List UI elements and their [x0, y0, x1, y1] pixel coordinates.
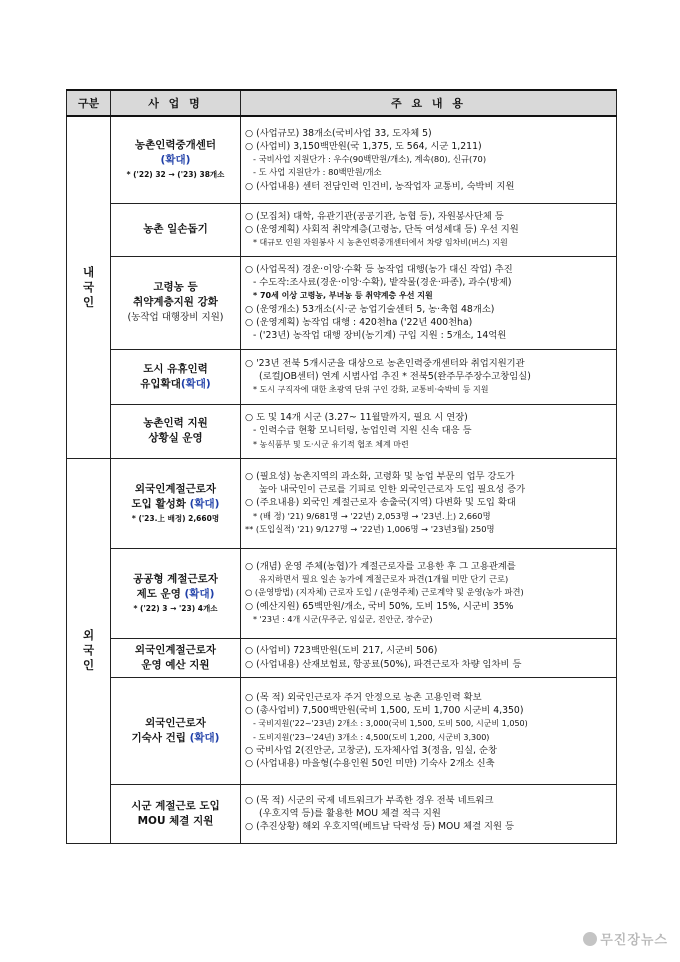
content-line: ○ (추진상황) 해외 우호지역(베트남 닥락성 등) MOU 체결 지원 등: [245, 821, 514, 833]
project-content: [241, 116, 617, 203]
content-line: ○ (사업내용) 센터 전담인력 인건비, 농작업자 교통비, 숙박비 지원: [245, 180, 515, 192]
content-line: ○ (사업비) 723백만원(도비 217, 시군비 506): [245, 645, 438, 657]
expand-badge: (확대): [160, 154, 191, 167]
content-line: * (배 정) '21) 9/681명 → '22년) 2,053명 → '23년.上) 2,660명: [253, 510, 491, 521]
project-title: 시군 계절근로 도입: [131, 799, 220, 812]
business-table: [66, 89, 617, 844]
header-row: [67, 90, 617, 116]
content-line: (우호지역 등)를 활용한 MOU 체결 적극 지원: [259, 807, 441, 819]
project-title: 외국인근로자: [145, 716, 206, 729]
header-main-content: 주 요 내 용: [241, 90, 617, 116]
project-note: * ('22) 32 → ('23) 38개소: [126, 170, 225, 180]
content-line: ○ (사업비) 3,150백만원(국 1,375, 도 564, 시군 1,211): [245, 140, 482, 152]
content-line: ○ (필요성) 농촌지역의 과소화, 고령화 및 농업 부문의 업무 강도가: [245, 470, 515, 482]
content-line: ○ (총사업비) 7,500백만원(국비 1,500, 도비 1,700 시군비 4,350): [245, 704, 524, 716]
content-line: - 인력수급 현황 모니터링, 농업인력 지원 신속 대응 등: [253, 425, 472, 437]
content-line: ○ (모집처) 대학, 유관기관(공공기관, 농협 등), 자원봉사단체 등: [245, 210, 504, 222]
project-content: [241, 349, 617, 404]
header-category: 구분: [67, 90, 111, 116]
content-line: - 도비지원('23~'24년) 3개소 : 4,500(도비 1,200, 시군비 3,300): [253, 732, 490, 742]
project-name: [111, 677, 241, 784]
project-title: 유입확대: [140, 377, 181, 390]
content-line: * '23년 : 4개 시군(무주군, 임실군, 진안군, 장수군): [253, 614, 433, 624]
project-title: 농촌 일손돕기: [143, 223, 208, 235]
project-title: 기숙사 건립: [131, 731, 186, 744]
table-row: [67, 404, 617, 458]
project-name: [111, 458, 241, 548]
content-line: ○ (운영계획) 농작업 대행 : 420천ha ('22년 400천ha): [245, 316, 473, 328]
project-title: 외국인계절근로자: [134, 643, 217, 656]
content-line: ○ (목 적) 시군의 국제 네트워크가 부족한 경우 전북 네트워크: [245, 794, 494, 806]
project-name: [111, 203, 241, 256]
project-title: 도시 유휴인력: [143, 362, 208, 375]
content-line: - 국비사업 지원단가 : 우수(90백만원/개소), 계속(80), 신규(70): [253, 154, 487, 165]
table-row: [67, 116, 617, 203]
watermark: [583, 929, 668, 948]
content-line: ○ (운영계획) 사회적 취약계층(고령농, 단독 여성세대 등) 우선 지원: [245, 223, 519, 235]
project-content: [241, 784, 617, 843]
table-row: [67, 784, 617, 843]
table-row: [67, 203, 617, 256]
project-title-line: [113, 731, 238, 746]
table-row: [67, 349, 617, 404]
project-title: 농촌인력중개센터: [134, 139, 217, 152]
content-line: ○ (사업내용) 산재보험료, 항공료(50%), 파견근로자 차량 임차비 등: [245, 658, 522, 670]
watermark-text: 무진장뉴스: [600, 933, 668, 948]
expand-badge: (확대): [189, 731, 220, 744]
content-line: * 농식품부 및 도·시군 유기적 협조 체계 마련: [253, 439, 409, 449]
project-content: [241, 458, 617, 548]
table-row: [67, 458, 617, 548]
content-line: 유지하면서 필요 일손 농가에 계절근로자 파견(1개월 미만 단기 근로): [259, 574, 509, 585]
content-line: ○ (사업규모) 38개소(국비사업 33, 도자체 5): [245, 127, 432, 139]
project-name: [111, 349, 241, 404]
project-content: [241, 638, 617, 677]
project-content: [241, 404, 617, 458]
project-name: [111, 548, 241, 638]
content-line: ○ (목 적) 외국인근로자 주거 안정으로 농촌 고용인력 확보: [245, 691, 482, 703]
category-domestic: [67, 116, 111, 458]
category-char: 국: [82, 279, 95, 294]
project-name: [111, 116, 241, 203]
content-line: ○ (운영방법) (지자체) 근로자 도입 / (운영주체) 근로계약 및 운영(농가 파견): [245, 587, 524, 598]
content-line: ○ (예산지원) 65백만원/개소, 국비 50%, 도비 15%, 시군비 35%: [245, 600, 514, 612]
content-line: ○ (운영개소) 53개소(시·군 농업기술센터 5, 농·축협 48개소): [245, 303, 495, 315]
category-char: 외: [82, 628, 95, 642]
content-line: - 도 사업 지원단가 : 80백만원/개소: [253, 167, 382, 178]
project-title: 상황실 운영: [148, 432, 203, 444]
expand-badge: (확대): [189, 497, 220, 510]
project-title: 공공형 계절근로자: [133, 572, 218, 585]
project-title: 고령농 등: [153, 281, 198, 293]
category-foreign: [67, 458, 111, 843]
content-line: - ('23년) 농작업 대행 장비(농기계) 구입 지원 : 5개소, 14억원: [253, 330, 507, 342]
category-char: 내: [82, 264, 95, 279]
content-line: * 대규모 인원 자원봉사 시 농촌인력중개센터에서 차량 임차비(버스) 지원: [253, 238, 508, 248]
expand-badge: (확대): [184, 587, 215, 600]
project-title-line: [113, 497, 238, 512]
content-line: - 국비지원('22~'23년) 2개소 : 3,000(국비 1,500, 도비 500, 시군비 1,050): [253, 719, 528, 729]
project-title: 운영 예산 지원: [141, 658, 210, 671]
project-title: 도입 활성화: [131, 497, 186, 510]
project-content: [241, 203, 617, 256]
project-name: [111, 638, 241, 677]
category-char: 인: [82, 294, 95, 309]
content-line: ○ (사업목적) 경운·이앙·수확 등 농작업 대행(농가 대신 작업) 추진: [245, 263, 513, 275]
content-line: ○ '23년 전북 5개시군을 대상으로 농촌인력중개센터와 취업지원기관: [245, 357, 525, 369]
project-title: 외국인계절근로자: [134, 482, 217, 495]
content-line: ○ (개념) 운영 주체(농협)가 계절근로자를 고용한 후 그 고용관계를: [245, 560, 516, 572]
project-content: [241, 677, 617, 784]
project-title: 제도 운영: [136, 587, 181, 600]
project-content: [241, 256, 617, 349]
project-note: * ('23.上 배정) 2,660명: [131, 513, 220, 523]
category-char: 인: [82, 658, 95, 672]
project-title: 농촌인력 지원: [143, 417, 208, 429]
project-title: 취약계층지원 강화: [133, 296, 218, 308]
content-line: - 수도작:조사료(경운·이앙·수확), 밭작물(경운·파종), 과수(방제): [253, 276, 512, 288]
project-name: [111, 784, 241, 843]
project-title-line: [113, 377, 238, 392]
project-name: [111, 256, 241, 349]
project-subtitle: (농작업 대행장비 지원): [127, 312, 224, 323]
logo-icon: [583, 932, 597, 946]
project-name: [111, 404, 241, 458]
category-char: 국: [82, 643, 95, 657]
project-content: [241, 548, 617, 638]
content-line: (로컬JOB센터) 연계 시범사업 추진 * 전북5(완주무주장수고창임실): [259, 370, 531, 382]
content-line: 높아 내국인이 근로를 기피로 인한 외국인근로자 도입 필요성 증가: [259, 484, 526, 496]
header-project-name: 사 업 명: [111, 90, 241, 116]
content-line: * 70세 이상 고령농, 부녀농 등 취약계층 우선 지원: [253, 291, 433, 301]
table-row: [67, 548, 617, 638]
content-line: ○ 국비사업 2(진안군, 고창군), 도자체사업 3(정읍, 임실, 순창: [245, 744, 497, 756]
content-line: ○ (주요내용) 외국인 계절근로자 송출국(지역) 다변화 및 도입 확대: [245, 497, 516, 509]
content-line: ○ 도 및 14개 시군 (3.27~ 11월말까지, 필요 시 연장): [245, 412, 468, 424]
expand-badge: (확대): [180, 377, 211, 390]
project-title: MOU 체결 지원: [137, 814, 214, 827]
content-line: ** (도입실적) '21) 9/127명 → '22년) 1,006명 → '23년3월) 250명: [245, 523, 495, 534]
project-title-line: [113, 587, 238, 602]
table-row: [67, 638, 617, 677]
content-line: ○ (사업내용) 마을형(수용인원 50인 미만) 기숙사 2개소 신축: [245, 758, 495, 770]
content-line: * 도시 구직자에 대한 초광역 단위 구인 강화, 교통비·숙박비 등 지원: [253, 385, 489, 395]
table-row: [67, 677, 617, 784]
table-row: [67, 256, 617, 349]
project-note: * ('22) 3 → '23) 4개소: [133, 603, 218, 613]
